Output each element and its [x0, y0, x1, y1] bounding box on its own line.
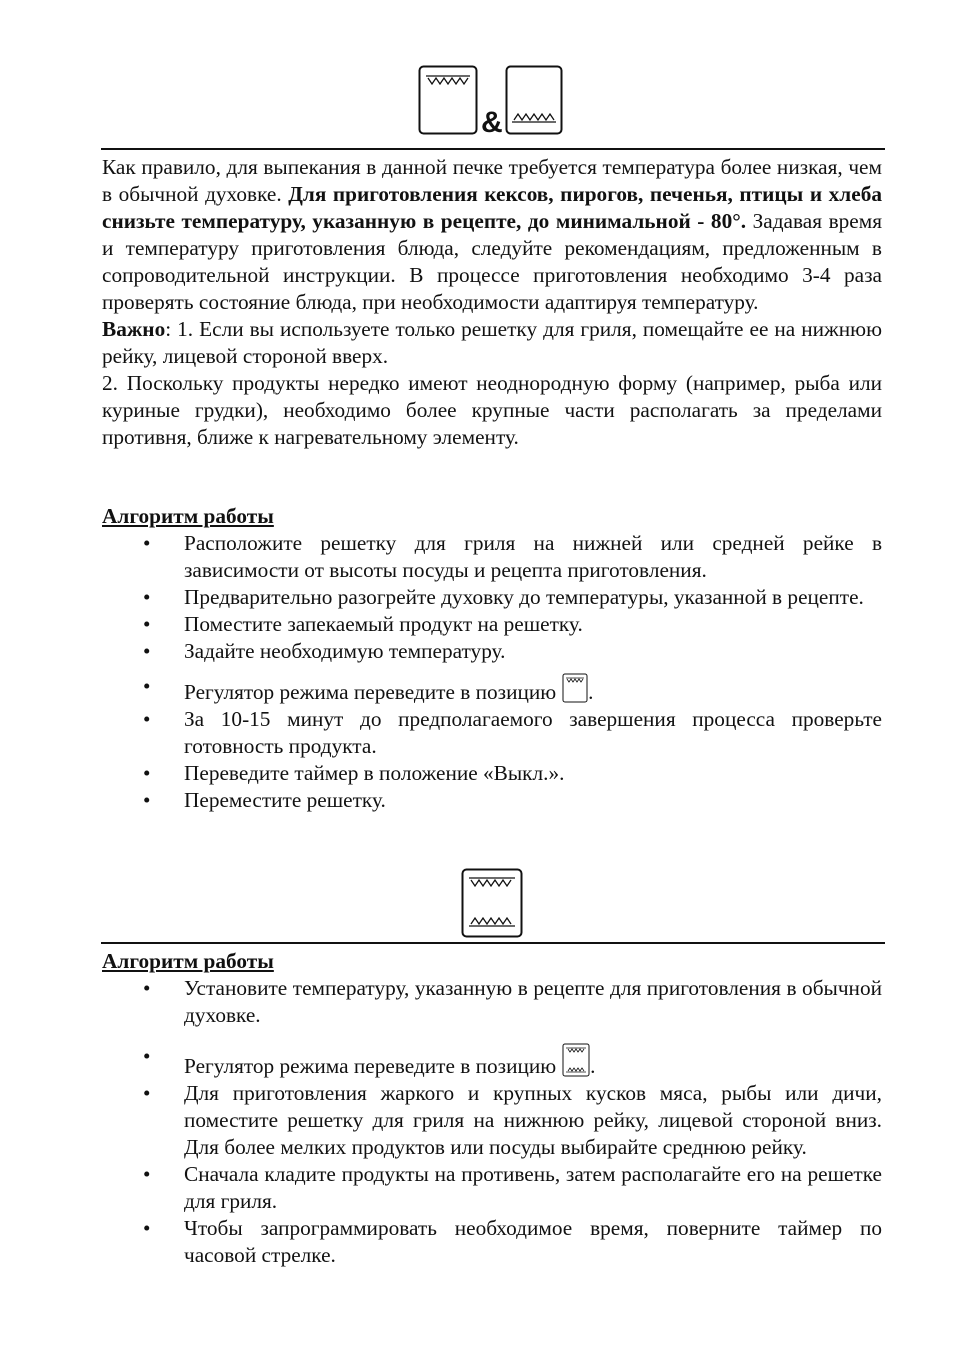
section2-heading: Алгоритм работы	[102, 949, 274, 973]
list-item: • Регулятор режима переведите в позицию .	[143, 1044, 596, 1078]
intro-text	[102, 154, 882, 451]
list-item: • Предварительно разогрейте духовку до температуры, указанной в рецепте.	[143, 585, 864, 609]
list-item: • Поместите запекаемый продукт на решетку.	[143, 612, 583, 636]
section2-steps	[102, 975, 882, 1269]
bullet: •	[143, 639, 151, 663]
bullet: •	[143, 612, 151, 636]
bullet: •	[143, 788, 151, 812]
bullet: •	[143, 1081, 151, 1105]
top-bottom-heat-mode-icon	[562, 1043, 590, 1077]
bullet: •	[143, 674, 151, 698]
top-heat-mode-icon	[562, 673, 588, 703]
list-item: • Сначала кладите продукты на противень, затем располагайте его на решетке для гриля.	[143, 1162, 882, 1213]
section1-steps	[102, 530, 882, 814]
bullet: •	[143, 531, 151, 555]
important-label: Важно	[102, 317, 166, 341]
middle-divider	[101, 942, 885, 944]
list-item: • За 10-15 минут до предполагаемого завершения процесса проверьте готовность продукта.	[143, 707, 882, 758]
bullet: •	[143, 1162, 151, 1186]
list-item: • Задайте необходимую температуру.	[143, 639, 506, 663]
top-divider	[101, 148, 885, 150]
intro-paragraph: Как правило, для выпекания в данной печке требуется температура более низкая, чем в обычной духовке. Для приготовления кексов, пирогов, печенья, птицы и хлеба снизьте температуру, указанную в рецепте, до минимальной - 80°. Задавая время и температуру приготовления блюда, следуйте рекомендациям, предложенным в сопроводительной инструкции. В процессе приготовления необходимо 3-4 раза проверять состояние блюда, при необходимости адаптируя температуру.	[102, 155, 883, 314]
list-item: • Установите температуру, указанную в рецепте для приготовления в обычной духовке.	[143, 976, 882, 1027]
bullet: •	[143, 707, 151, 731]
list-item: • Чтобы запрограммировать необходимое время, поверните таймер по часовой стрелке.	[143, 1216, 882, 1267]
top-icons	[418, 65, 563, 139]
bottom-heat-oven-icon	[505, 65, 563, 135]
intro-bold-text: Для приготовления кексов, пирогов, печенья, птицы и хлеба снизьте температуру, указанную в рецепте, до минимальной - 80°.	[102, 182, 882, 233]
bullet: •	[143, 761, 151, 785]
top-heat-oven-icon	[418, 65, 478, 135]
bullet: •	[143, 976, 151, 1000]
ampersand: &	[481, 106, 503, 139]
list-item: • Переведите таймер в положение «Выкл.».	[143, 761, 565, 785]
important-note: Важно: 1. Если вы используете только решетку для гриля, помещайте ее на нижнюю рейку, лицевой стороной вверх.	[102, 317, 882, 368]
list-item: • Расположите решетку для гриля на нижней или средней рейке в зависимости от высоты посуды и рецепта приготовления.	[143, 531, 882, 582]
bullet: •	[143, 1216, 151, 1240]
top-bottom-heat-oven-icon	[461, 868, 523, 938]
list-item: • Переместите решетку.	[143, 788, 386, 812]
bullet: •	[143, 585, 151, 609]
list-item: • Регулятор режима переведите в позицию .	[143, 674, 594, 704]
bullet: •	[143, 1044, 151, 1068]
section1-heading: Алгоритм работы	[102, 504, 274, 528]
list-item: • Для приготовления жаркого и крупных кусков мяса, рыбы или дичи, поместите решетку для гриля на нижнюю рейку, лицевой стороной вниз. Для более мелких продуктов или посуды выбирайте среднюю рейку.	[143, 1081, 882, 1159]
note-2: 2. Поскольку продукты нередко имеют неоднородную форму (например, рыба или куриные грудки), необходимо более крупные части располагать за пределами противня, ближе к нагревательному элементу.	[102, 371, 882, 449]
